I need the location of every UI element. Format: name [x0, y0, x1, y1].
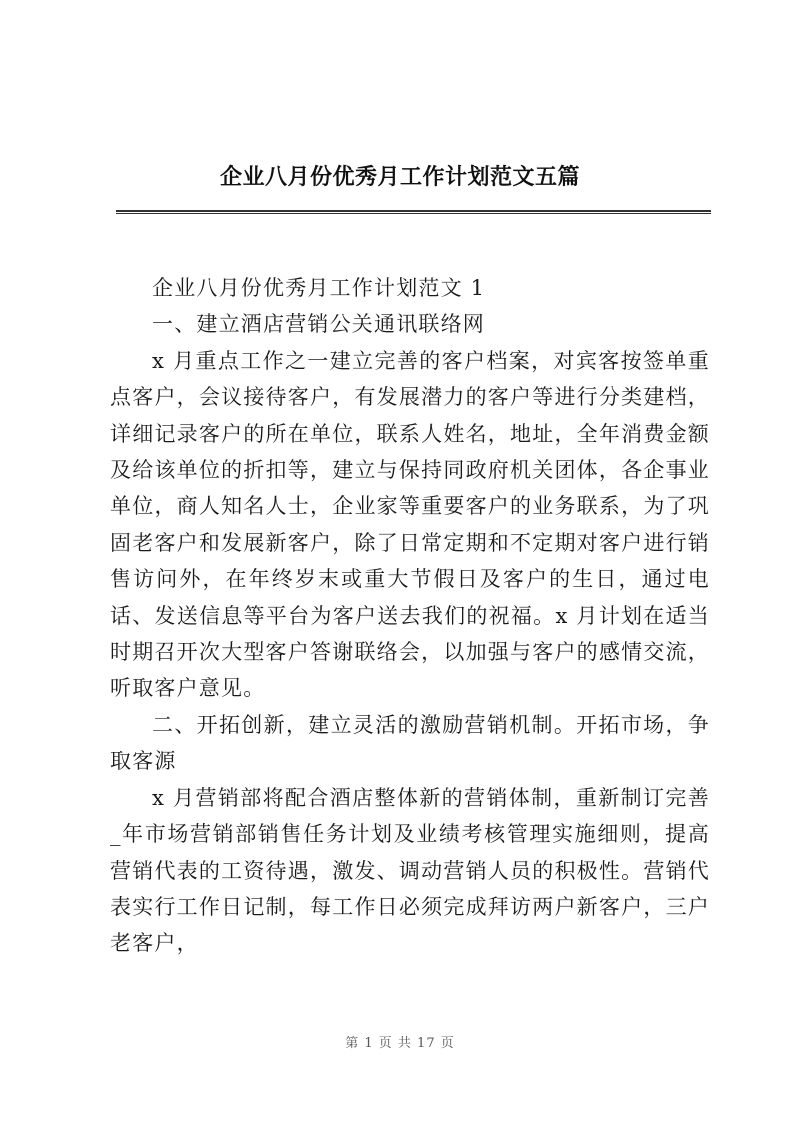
document-title: 企业八月份优秀月工作计划范文五篇 — [219, 165, 580, 190]
body-paragraph: x 月营销部将配合酒店整体新的营销体制，重新制订完善_年市场营销部销售任务计划及业绩考核管理实施细则，提高营销代表的工资待遇，激发、调动营销人员的积极性。营销代表实行工作日记制，每工作日必须完成拜访两户新客户，三户老客户， — [110, 785, 710, 956]
subsection-heading: 一、建立酒店营销公关通讯联络网 — [152, 312, 485, 337]
body-paragraph: x 月重点工作之一建立完善的客户档案，对宾客按签单重点客户，会议接待客户，有发展潜力的客户等进行分类建档，详细记录客户的所在单位，联系人姓名，地址，全年消费金额及给该单位的折扣等，建立与保持同政府机关团体，各企事业单位，商人知名人士，企业家等重要客户的业务联系，为了巩固老客户和发展新客户，除了日常定期和不定期对客户进行销售访问外，在年终岁末或重大节假日及客户的生日，通过电话、发送信息等平台为客户送去我们的祝福。x 月计划在适当时期召开次大型客户答谢联络会，以加强与客户的感情交流，听取客户意见。 — [110, 348, 710, 701]
section-heading: 企业八月份优秀月工作计划范文 1 — [152, 276, 486, 300]
document-body — [110, 270, 710, 962]
title-underline — [116, 210, 711, 214]
page-footer: 第 1 页 共 17 页 — [345, 1036, 455, 1051]
subsection-heading: 二、开拓创新，建立灵活的激励营销机制。开拓市场，争取客源 — [110, 712, 710, 774]
